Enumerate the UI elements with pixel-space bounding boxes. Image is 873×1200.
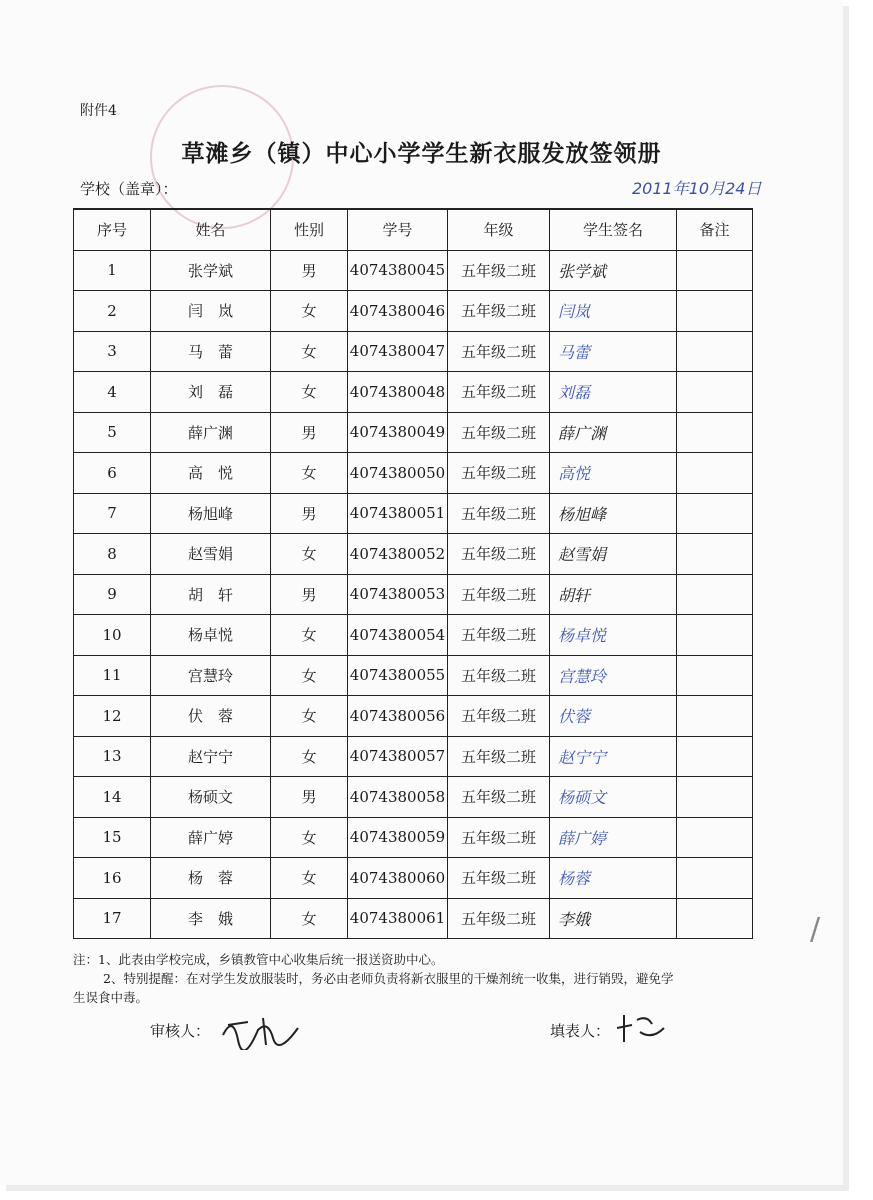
cell-student-id: 4074380050 (348, 453, 448, 494)
cell-gender: 男 (271, 412, 348, 453)
cell-student-id: 4074380057 (348, 736, 448, 777)
cell-student-id: 4074380046 (348, 291, 448, 332)
table-row (74, 777, 753, 818)
cell-signature: 闫岚 (550, 291, 677, 332)
school-stamp-label: 学校（盖章）： (80, 180, 178, 198)
table-row (74, 898, 753, 939)
cell-gender: 女 (271, 817, 348, 858)
cell-student-id: 4074380049 (348, 412, 448, 453)
cell-gender: 女 (271, 736, 348, 777)
cell-no: 13 (74, 736, 151, 777)
cell-gender: 女 (271, 291, 348, 332)
table-row (74, 615, 753, 656)
table-row (74, 655, 753, 696)
cell-student-id: 4074380058 (348, 777, 448, 818)
cell-remark (677, 574, 753, 615)
cell-remark (677, 331, 753, 372)
table-row (74, 453, 753, 494)
cell-student-id: 4074380056 (348, 696, 448, 737)
cell-grade: 五年级二班 (448, 574, 550, 615)
cell-gender: 男 (271, 574, 348, 615)
cell-remark (677, 858, 753, 899)
cell-signature: 胡轩 (550, 574, 677, 615)
cell-student-id: 4074380048 (348, 372, 448, 413)
handwritten-date: 2011年10月24日 (632, 179, 762, 198)
cell-name: 李 娥 (151, 898, 271, 939)
margin-mark: / (810, 912, 821, 947)
cell-signature: 薛广婷 (550, 817, 677, 858)
cell-name: 杨卓悦 (151, 615, 271, 656)
cell-remark (677, 655, 753, 696)
cell-grade: 五年级二班 (448, 696, 550, 737)
note-3: 生误食中毒。 (73, 990, 149, 1005)
cell-signature: 杨卓悦 (550, 615, 677, 656)
cell-grade: 五年级二班 (448, 736, 550, 777)
table-row (74, 858, 753, 899)
table-row (74, 412, 753, 453)
cell-grade: 五年级二班 (448, 291, 550, 332)
cell-gender: 女 (271, 372, 348, 413)
cell-student-id: 4074380051 (348, 493, 448, 534)
cell-signature: 宫慧玲 (550, 655, 677, 696)
cell-student-id: 4074380061 (348, 898, 448, 939)
cell-student-id: 4074380055 (348, 655, 448, 696)
cell-grade: 五年级二班 (448, 493, 550, 534)
table-row (74, 736, 753, 777)
cell-no: 10 (74, 615, 151, 656)
cell-student-id: 4074380045 (348, 250, 448, 291)
cell-student-id: 4074380060 (348, 858, 448, 899)
cell-remark (677, 736, 753, 777)
cell-remark (677, 412, 753, 453)
cell-remark (677, 615, 753, 656)
cell-remark (677, 898, 753, 939)
attachment-label: 附件4 (80, 103, 117, 119)
cell-no: 2 (74, 291, 151, 332)
cell-no: 14 (74, 777, 151, 818)
cell-grade: 五年级二班 (448, 372, 550, 413)
cell-name: 胡 轩 (151, 574, 271, 615)
header-signature: 学生签名 (550, 209, 677, 250)
header-id: 学号 (348, 209, 448, 250)
table-row (74, 574, 753, 615)
cell-student-id: 4074380052 (348, 534, 448, 575)
table-row (74, 291, 753, 332)
cell-name: 宫慧玲 (151, 655, 271, 696)
table-row (74, 372, 753, 413)
cell-name: 马 蕾 (151, 331, 271, 372)
cell-student-id: 4074380053 (348, 574, 448, 615)
cell-grade: 五年级二班 (448, 331, 550, 372)
cell-gender: 男 (271, 493, 348, 534)
cell-name: 赵雪娟 (151, 534, 271, 575)
table-row (74, 817, 753, 858)
header-name: 姓名 (151, 209, 271, 250)
cell-signature: 李娥 (550, 898, 677, 939)
cell-no: 17 (74, 898, 151, 939)
cell-no: 12 (74, 696, 151, 737)
cell-remark (677, 250, 753, 291)
cell-no: 7 (74, 493, 151, 534)
cell-no: 9 (74, 574, 151, 615)
cell-no: 15 (74, 817, 151, 858)
cell-grade: 五年级二班 (448, 250, 550, 291)
cell-name: 杨硕文 (151, 777, 271, 818)
cell-signature: 杨蓉 (550, 858, 677, 899)
cell-remark (677, 696, 753, 737)
note-1: 注：1、此表由学校完成，乡镇教管中心收集后统一报送资助中心。 (73, 952, 444, 967)
cell-signature: 杨硕文 (550, 777, 677, 818)
page-title: 草滩乡（镇）中心小学学生新衣服发放签领册 (181, 140, 662, 167)
cell-name: 薛广婷 (151, 817, 271, 858)
cell-gender: 女 (271, 453, 348, 494)
roster-table (73, 208, 753, 939)
header-gender: 性别 (271, 209, 348, 250)
cell-grade: 五年级二班 (448, 777, 550, 818)
cell-name: 高 悦 (151, 453, 271, 494)
cell-no: 5 (74, 412, 151, 453)
cell-gender: 女 (271, 858, 348, 899)
cell-name: 杨 蓉 (151, 858, 271, 899)
table-header-row (74, 209, 753, 250)
header-remark: 备注 (677, 209, 753, 250)
cell-name: 伏 蓉 (151, 696, 271, 737)
cell-gender: 女 (271, 331, 348, 372)
cell-gender: 女 (271, 898, 348, 939)
table-row (74, 250, 753, 291)
cell-gender: 女 (271, 615, 348, 656)
cell-no: 11 (74, 655, 151, 696)
cell-no: 1 (74, 250, 151, 291)
cell-name: 闫 岚 (151, 291, 271, 332)
cell-grade: 五年级二班 (448, 817, 550, 858)
cell-remark (677, 372, 753, 413)
footnotes (73, 950, 773, 1007)
cell-gender: 女 (271, 696, 348, 737)
cell-remark (677, 817, 753, 858)
note-2: 2、特别提醒：在对学生发放服装时，务必由老师负责将新衣服里的干燥剂统一收集，进行销毁，避免学 (103, 971, 674, 986)
cell-no: 6 (74, 453, 151, 494)
cell-name: 杨旭峰 (151, 493, 271, 534)
cell-grade: 五年级二班 (448, 655, 550, 696)
cell-signature: 马蕾 (550, 331, 677, 372)
cell-signature: 伏蓉 (550, 696, 677, 737)
cell-gender: 女 (271, 655, 348, 696)
cell-remark (677, 291, 753, 332)
cell-signature: 高悦 (550, 453, 677, 494)
reviewer-signature (218, 1010, 308, 1050)
cell-signature: 杨旭峰 (550, 493, 677, 534)
cell-remark (677, 453, 753, 494)
cell-student-id: 4074380047 (348, 331, 448, 372)
cell-signature: 薛广渊 (550, 412, 677, 453)
cell-signature: 赵宁宁 (550, 736, 677, 777)
reviewer-field (150, 1020, 210, 1041)
cell-no: 3 (74, 331, 151, 372)
table-row (74, 331, 753, 372)
table-row (74, 493, 753, 534)
reviewer-label: 审核人： (150, 1022, 211, 1040)
cell-name: 薛广渊 (151, 412, 271, 453)
filler-field (550, 1020, 610, 1041)
header-grade: 年级 (448, 209, 550, 250)
cell-no: 8 (74, 534, 151, 575)
cell-student-id: 4074380054 (348, 615, 448, 656)
cell-signature: 刘磊 (550, 372, 677, 413)
table-row (74, 696, 753, 737)
cell-grade: 五年级二班 (448, 412, 550, 453)
cell-grade: 五年级二班 (448, 858, 550, 899)
cell-grade: 五年级二班 (448, 453, 550, 494)
cell-gender: 女 (271, 534, 348, 575)
cell-no: 16 (74, 858, 151, 899)
cell-student-id: 4074380059 (348, 817, 448, 858)
cell-grade: 五年级二班 (448, 615, 550, 656)
cell-name: 刘 磊 (151, 372, 271, 413)
header-no: 序号 (74, 209, 151, 250)
cell-grade: 五年级二班 (448, 898, 550, 939)
cell-gender: 男 (271, 777, 348, 818)
cell-name: 张学斌 (151, 250, 271, 291)
cell-no: 4 (74, 372, 151, 413)
table-row (74, 534, 753, 575)
cell-gender: 男 (271, 250, 348, 291)
cell-grade: 五年级二班 (448, 534, 550, 575)
cell-signature: 张学斌 (550, 250, 677, 291)
cell-remark (677, 777, 753, 818)
cell-remark (677, 493, 753, 534)
filler-signature (612, 1010, 672, 1046)
cell-name: 赵宁宁 (151, 736, 271, 777)
cell-signature: 赵雪娟 (550, 534, 677, 575)
cell-remark (677, 534, 753, 575)
filler-label: 填表人： (550, 1022, 611, 1040)
